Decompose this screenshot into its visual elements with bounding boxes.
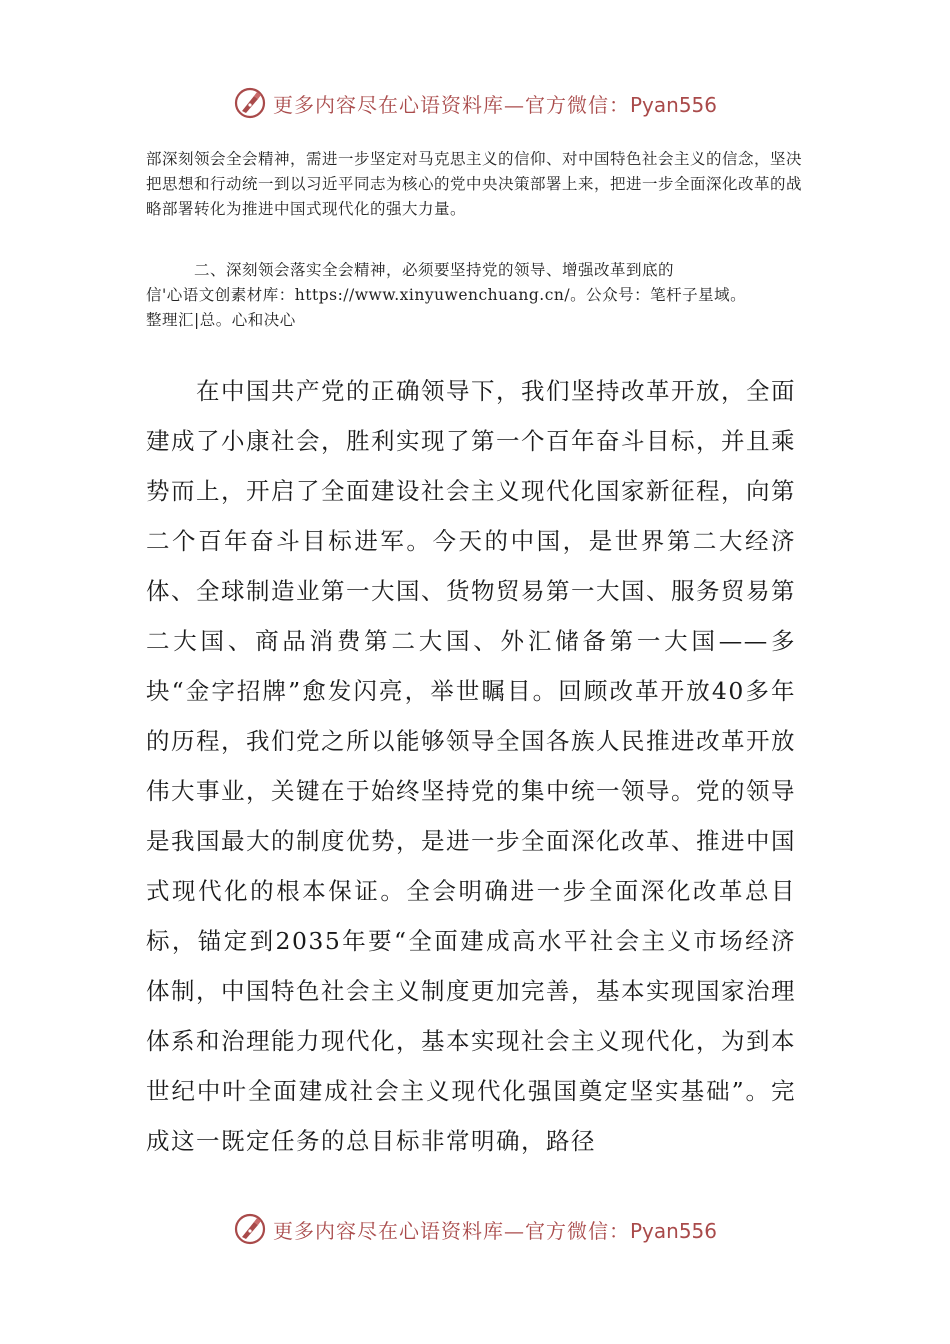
pen-nib-logo-icon — [233, 1212, 267, 1246]
header-watermark — [0, 86, 950, 120]
main-paragraph: 在中国共产党的正确领导下，我们坚持改革开放，全面建成了小康社会，胜利实现了第一个百年奋斗目标，并且乘势而上，开启了全面建设社会主义现代化国家新征程，向第二个百年奋斗目标进军。今天的中国，是世界第二大经济体、全球制造业第一大国、货物贸易第一大国、服务贸易第二大国、商品消费第二大国、外汇储备第一大国——多块“金字招牌”愈发闪亮，举世瞩目。回顾改革开放40多年的历程，我们党之所以能够领导全国各族人民推进改革开放伟大事业，关键在于始终坚持党的集中统一领导。党的领导是我国最大的制度优势，是进一步全面深化改革、推进中国式现代化的根本保证。全会明确进一步全面深化改革总目标，锚定到2035年要“全面建成高水平社会主义市场经济体制，中国特色社会主义制度更加完善，基本实现国家治理体系和治理能力现代化，基本实现社会主义现代化，为到本世纪中叶全面建成社会主义现代化强国奠定坚实基础”。完成这一既定任务的总目标非常明确，路径 — [146, 377, 796, 1155]
source-note-line: 信'心语文创素材库：https://www.xinyuwenchuang.cn/。公众号：笔杆子星域。 — [146, 286, 747, 304]
intro-paragraph — [146, 147, 808, 222]
section-note — [146, 258, 808, 333]
section-heading-line: 二、深刻领会落实全会精神，必须要坚持党的领导、增强改革到底的 — [194, 261, 675, 279]
main-body — [146, 366, 796, 1166]
section-tail-line: 整理汇|总。心和决心 — [146, 311, 296, 329]
intro-text: 部深刻领会全会精神，需进一步坚定对马克思主义的信仰、对中国特色社会主义的信念，坚决把思想和行动统一到以习近平同志为核心的党中央决策部署上来，把进一步全面深化改革的战略部署转化为推进中国式现代化的强大力量。 — [146, 150, 803, 218]
pen-nib-logo-icon — [233, 86, 267, 120]
footer-watermark — [0, 1212, 950, 1246]
watermark-text: 更多内容尽在心语资料库—官方微信：Pyan556 — [272, 92, 717, 117]
watermark-text: 更多内容尽在心语资料库—官方微信：Pyan556 — [272, 1218, 717, 1243]
